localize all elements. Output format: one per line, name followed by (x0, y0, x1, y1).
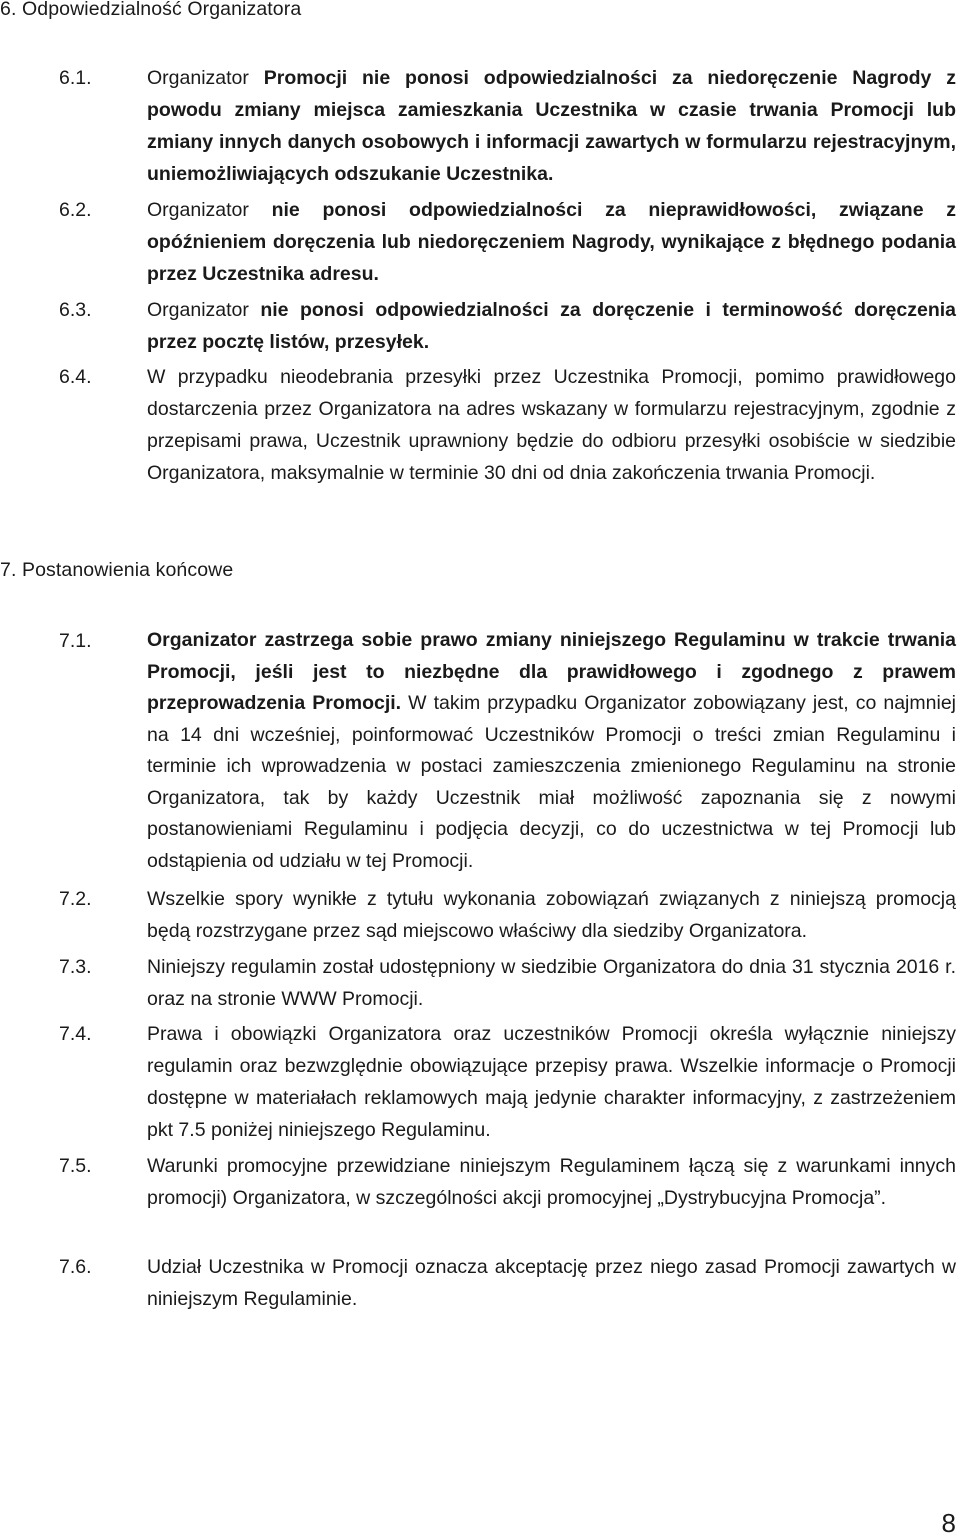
clause-number: 7.5. (59, 1155, 92, 1177)
clause-text-part: Wszelkie spory wynikłe z tytułu wykonania zobowiązań związanych z niniejszą promocją będą rozstrzygane przez sąd miejscowo właściwy dla siedziby Organizatora. (147, 888, 956, 942)
clause-text-part-bold: Promocji nie ponosi odpowiedzialności za niedoręczenie Nagrody z powodu zmiany miejsca zamieszkania Uczestnika w czasie trwania Promocji lub zmiany innych danych osobowych i informacji zawartych w formularzu rejestracyjnym, uniemożliwiających odszukanie Uczestnika. (147, 67, 956, 185)
clause-number: 7.3. (59, 956, 92, 978)
clause-text (147, 1150, 956, 1214)
clause-text-part: Prawa i obowiązki Organizatora oraz uczestników Promocji określa wyłącznie niniejszy regulamin oraz bezwzględnie obowiązujące przepisy prawa. Wszelkie informacje o Promocji dostępne w materiałach reklamowych mają jedynie charakter informacyjny, z zastrzeżeniem pkt 7.5 poniżej niniejszego Regulaminu. (147, 1023, 956, 1141)
clause-text-part: Warunki promocyjne przewidziane niniejszym Regulaminem łączą się z warunkami innych promocji) Organizatora, w szczególności akcji promocyjnej „Dystrybucyjna Promocja”. (147, 1155, 956, 1209)
clause-text (147, 883, 956, 947)
clause-text (147, 1018, 956, 1146)
clause-number: 6.2. (59, 199, 92, 221)
clause-text (147, 62, 956, 190)
clause-number: 7.6. (59, 1256, 92, 1278)
clause-text (147, 194, 956, 290)
clause-text-part-bold: nie ponosi odpowiedzialności za doręczenie i terminowość doręczenia przez pocztę listów, przesyłek. (147, 299, 956, 353)
clause-number: 6.4. (59, 366, 92, 388)
clause-text-part-bold: nie ponosi odpowiedzialności za nieprawidłowości, związane z opóźnieniem doręczenia lub niedoręczeniem Nagrody, wynikające z błędnego podania przez Uczestnika adresu. (147, 199, 956, 285)
clause-text (147, 294, 956, 358)
section-6-heading: 6. Odpowiedzialność Organizatora (0, 0, 302, 20)
clause-text-part: W przypadku nieodebrania przesyłki przez Uczestnika Promocji, pomimo prawidłowego dostarczenia przez Organizatora na adres wskazany w formularzu rejestracyjnym, zgodnie z przepisami prawa, Uczestnik uprawniony będzie do odbioru przesyłki osobiście w siedzibie Organizatora, maksymalnie w terminie 30 dni od dnia zakończenia trwania Promocji. (147, 366, 956, 484)
clause-text-part-bold: Organizator zastrzega sobie prawo zmiany niniejszego Regulaminu w trakcie trwania Promocji, jeśli jest to niezbędne dla prawidłowego i zgodnego z prawem przeprowadzenia Promocji. (147, 629, 956, 714)
clause-text-part: W takim przypadku Organizator zobowiązany jest, co najmniej na 14 dni wcześniej, poinformować Uczestników Promocji o treści zmian Regulaminu i terminie ich wprowadzenia w postaci zamieszczenia zmienionego Regulaminu na stronie Organizatora, tak by każdy Uczestnik miał możliwość zapoznania się z nowymi postanowieniami Regulaminu i podjęcia decyzji, co do uczestnictwa w tej Promocji lub odstąpienia od udziału w tej Promocji. (147, 692, 956, 872)
clause-number: 7.2. (59, 888, 92, 910)
clause-text-part: Udział Uczestnika w Promocji oznacza akceptację przez niego zasad Promocji zawartych w niniejszym Regulaminie. (147, 1256, 956, 1310)
clause-text (147, 625, 956, 877)
clause-number: 7.1. (59, 630, 92, 652)
clause-text-part: Organizator (147, 299, 261, 321)
clause-number: 6.3. (59, 299, 92, 321)
page-number: 8 (941, 1508, 956, 1538)
section-7-heading: 7. Postanowienia końcowe (0, 559, 234, 581)
clause-number: 7.4. (59, 1023, 92, 1045)
clause-text (147, 1251, 956, 1315)
clause-number: 6.1. (59, 67, 92, 89)
clause-text (147, 951, 956, 1015)
clause-text-part: Organizator (147, 199, 272, 221)
clause-text-part: Organizator (147, 67, 264, 89)
clause-text (147, 361, 956, 489)
clause-text-part: Niniejszy regulamin został udostępniony w siedzibie Organizatora do dnia 31 stycznia 2016 r. oraz na stronie WWW Promocji. (147, 956, 956, 1010)
